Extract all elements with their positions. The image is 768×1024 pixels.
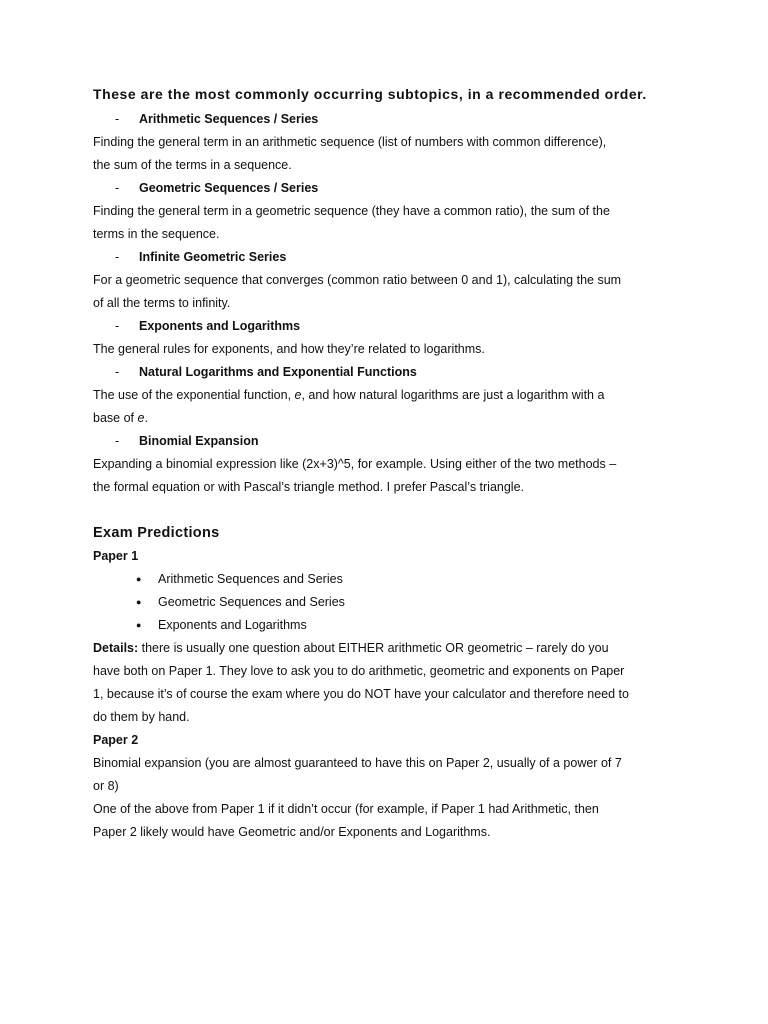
subtopic-description: terms in the sequence. bbox=[93, 227, 220, 241]
text-run: The use of the exponential function, bbox=[93, 388, 295, 402]
dash-marker: - bbox=[115, 319, 120, 333]
details-label: Details: bbox=[93, 641, 139, 655]
italic-e: e bbox=[137, 411, 145, 425]
bullet-marker: ● bbox=[136, 574, 142, 584]
subtopic-title: Exponents and Logarithms bbox=[139, 319, 301, 333]
paper-2-text: Paper 2 likely would have Geometric and/or Exponents and Logarithms. bbox=[93, 825, 491, 839]
subtopic-description bbox=[93, 384, 683, 407]
blank-line bbox=[93, 499, 683, 522]
list-item-label: Geometric Sequences and Series bbox=[158, 595, 345, 609]
dash-marker: - bbox=[115, 112, 120, 126]
text-run: , and how natural logarithms are just a logarithm with a bbox=[301, 388, 605, 402]
italic-e: e bbox=[294, 388, 302, 402]
list-item bbox=[93, 568, 683, 591]
subtopic-natural-log-title bbox=[93, 361, 683, 384]
paper-2-text: Binomial expansion (you are almost guaranteed to have this on Paper 2, usually of a power of 7 bbox=[93, 756, 622, 770]
text-run: . bbox=[144, 411, 148, 425]
subtopic-title: Geometric Sequences / Series bbox=[139, 181, 319, 195]
subtopic-binomial-title bbox=[93, 430, 683, 453]
paper-2-text: or 8) bbox=[93, 779, 119, 793]
subtopic-description: Finding the general term in a geometric sequence (they have a common ratio), the sum of the bbox=[93, 204, 610, 218]
subtopic-description bbox=[93, 407, 683, 430]
document-content bbox=[93, 84, 683, 844]
subtopic-description: Finding the general term in an arithmetic sequence (list of numbers with common difference), bbox=[93, 135, 607, 149]
list-item-label: Arithmetic Sequences and Series bbox=[158, 572, 343, 586]
subtopic-geometric-title bbox=[93, 177, 683, 200]
exam-predictions-heading: Exam Predictions bbox=[93, 525, 220, 541]
subtopic-description: the sum of the terms in a sequence. bbox=[93, 158, 292, 172]
paper-1-details: 1, because it’s of course the exam where you do NOT have your calculator and therefore need to bbox=[93, 687, 629, 701]
subtopic-description: Expanding a binomial expression like (2x+3)^5, for example. Using either of the two methods – bbox=[93, 457, 617, 471]
paper-2-text: One of the above from Paper 1 if it didn’t occur (for example, if Paper 1 had Arithmetic, then bbox=[93, 802, 599, 816]
subtopic-description: of all the terms to infinity. bbox=[93, 296, 231, 310]
bullet-marker: ● bbox=[136, 620, 142, 630]
dash-marker: - bbox=[115, 434, 120, 448]
dash-marker: - bbox=[115, 181, 120, 195]
list-item-label: Exponents and Logarithms bbox=[158, 618, 307, 632]
intro-heading: These are the most commonly occurring subtopics, in a recommended order. bbox=[93, 86, 647, 102]
subtopic-title: Arithmetic Sequences / Series bbox=[139, 112, 319, 126]
list-item bbox=[93, 591, 683, 614]
subtopic-infinite-title bbox=[93, 246, 683, 269]
subtopic-description: the formal equation or with Pascal’s triangle method. I prefer Pascal’s triangle. bbox=[93, 480, 525, 494]
bullet-marker: ● bbox=[136, 597, 142, 607]
subtopic-exponents-title bbox=[93, 315, 683, 338]
dash-marker: - bbox=[115, 365, 120, 379]
text-run: base of bbox=[93, 411, 138, 425]
paper-1-details: have both on Paper 1. They love to ask you to do arithmetic, geometric and exponents on Paper bbox=[93, 664, 625, 678]
text-run: there is usually one question about EITHER arithmetic OR geometric – rarely do you bbox=[138, 641, 609, 655]
list-item bbox=[93, 614, 683, 637]
subtopic-title: Natural Logarithms and Exponential Functions bbox=[139, 365, 417, 379]
paper-2-heading: Paper 2 bbox=[93, 733, 139, 747]
paper-1-details: do them by hand. bbox=[93, 710, 190, 724]
subtopic-description: For a geometric sequence that converges (common ratio between 0 and 1), calculating the sum bbox=[93, 273, 622, 287]
paper-1-details bbox=[93, 637, 683, 660]
paper-1-heading: Paper 1 bbox=[93, 549, 139, 563]
subtopic-description: The general rules for exponents, and how they’re related to logarithms. bbox=[93, 342, 485, 356]
subtopic-title: Binomial Expansion bbox=[139, 434, 259, 448]
dash-marker: - bbox=[115, 250, 120, 264]
subtopic-arithmetic-title bbox=[93, 108, 683, 131]
subtopic-title: Infinite Geometric Series bbox=[139, 250, 287, 264]
